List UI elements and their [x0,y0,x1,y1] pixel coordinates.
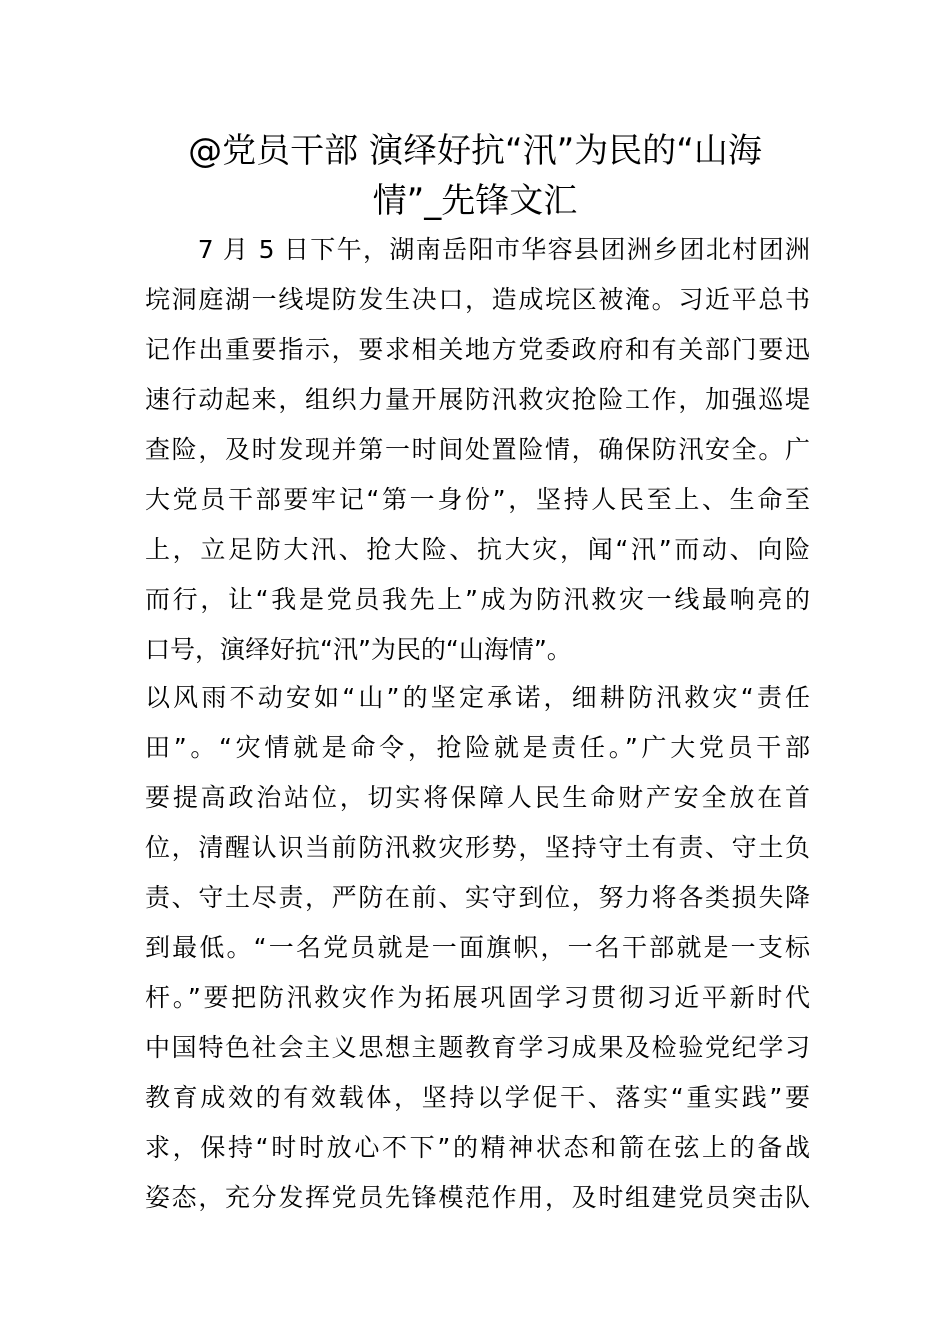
paragraph-line: 姿态，充分发挥党员先锋模范作用，及时组建党员突击队 [145,1183,810,1212]
paragraph-line: 位，清醒认识当前防汛救灾形势，坚持守土有责、守土负 [145,833,810,862]
paragraph-line: 责、守土尽责，严防在前、实守到位，努力将各类损失降 [145,883,810,912]
title-line: 情”_先锋文汇 [372,181,578,221]
paragraph-line: 到最低。“一名党员就是一面旗帜，一名干部就是一支标 [145,933,810,962]
paragraph-line: 中国特色社会主义思想主题教育学习成果及检验党纪学习 [145,1033,810,1062]
paragraph-line: 大党员干部要牢记“第一身份”，坚持人民至上、生命至 [145,485,810,514]
paragraph-line: 要提高政治站位，切实将保障人民生命财产安全放在首 [145,783,810,812]
paragraph-line: 杆。”要把防汛救灾作为拓展巩固学习贯彻习近平新时代 [145,983,810,1012]
paragraph-line: 7 月 5 日下午，湖南岳阳市华容县团洲乡团北村团洲 [145,235,810,264]
paragraph-line: 求，保持“时时放心不下”的精神状态和箭在弦上的备战 [145,1133,810,1162]
title-line: @党员干部 演绎好抗“汛”为民的“山海 [188,131,762,171]
paragraph-line: 口号，演绎好抗“汛”为民的“山海情”。 [145,635,572,664]
paragraph-line: 速行动起来，组织力量开展防汛救灾抢险工作，加强巡堤 [145,385,810,414]
paragraph-line: 而行，让“我是党员我先上”成为防汛救灾一线最响亮的 [145,585,810,614]
body-paragraph [145,225,810,675]
paragraph-line: 垸洞庭湖一线堤防发生决口，造成垸区被淹。习近平总书 [145,285,810,314]
paragraph-line: 记作出重要指示，要求相关地方党委政府和有关部门要迅 [145,335,810,364]
paragraph-line: 查险，及时发现并第一时间处置险情，确保防汛安全。广 [145,435,810,464]
paragraph-line: 教育成效的有效载体，坚持以学促干、落实“重实践”要 [145,1083,810,1112]
paragraph-line: 以风雨不动安如“山”的坚定承诺，细耕防汛救灾“责任 [145,683,810,712]
document-title [140,126,810,226]
paragraph-line: 田”。“灾情就是命令，抢险就是责任。”广大党员干部 [145,733,810,762]
body-paragraph [145,673,810,1223]
paragraph-line: 上，立足防大汛、抢大险、抗大灾，闻“汛”而动、向险 [145,535,810,564]
